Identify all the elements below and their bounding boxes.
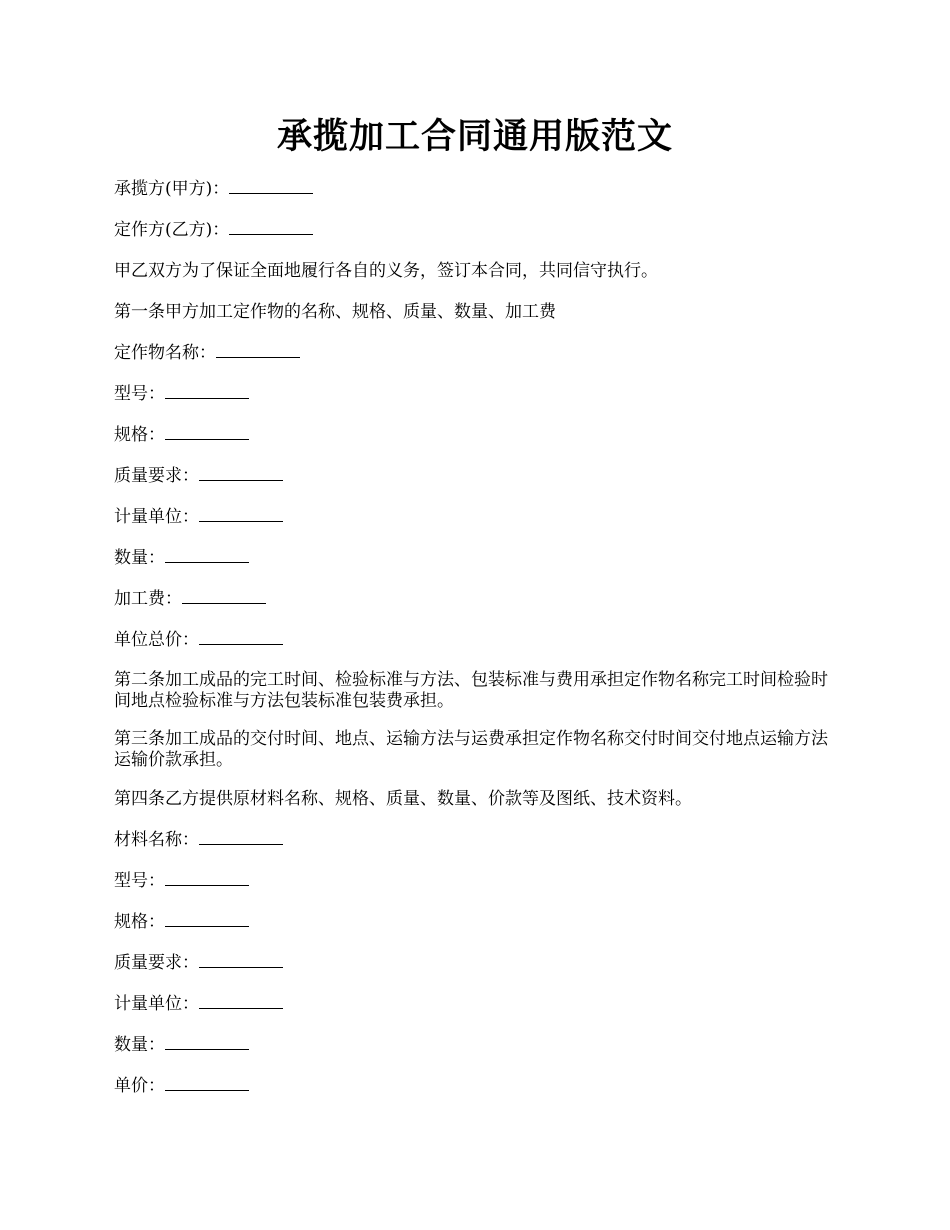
article-3-paragraph: 第三条加工成品的交付时间、地点、运输方法与运费承担定作物名称交付时间交付地点运输方法运输价款承担。 [114,729,828,770]
field-label: 规格： [114,912,165,932]
article-4-heading: 第四条乙方提供原材料名称、规格、质量、数量、价款等及图纸、技术资料。 [114,789,692,809]
field-blank [165,1035,249,1050]
field-blank [199,507,283,522]
field-line [114,911,842,934]
field-line [114,993,842,1016]
field-blank [165,1076,249,1091]
field-label: 规格： [114,425,165,445]
field-label: 定作物名称： [114,343,216,363]
field-line [114,952,842,975]
party-a-blank [229,179,313,194]
field-label: 型号： [114,871,165,891]
field-label: 加工费： [114,589,182,609]
field-blank [199,630,283,645]
field-line [114,465,842,488]
field-blank [165,871,249,886]
field-line [114,424,842,447]
field-blank [165,548,249,563]
field-blank [216,343,300,358]
field-label: 质量要求： [114,953,199,973]
field-line [114,342,842,365]
field-line [114,1034,842,1057]
party-a-label: 承揽方(甲方)： [114,179,230,199]
field-line [114,383,842,406]
field-blank [165,912,249,927]
field-blank [199,994,283,1009]
field-blank [199,466,283,481]
field-line [114,506,842,529]
party-a-line [114,178,842,201]
field-label: 质量要求： [114,466,199,486]
field-label: 数量： [114,1035,165,1055]
preamble-paragraph: 甲乙双方为了保证全面地履行各自的义务，签订本合同，共同信守执行。 [114,261,658,281]
field-line [114,870,842,893]
party-b-label: 定作方(乙方)： [114,220,230,240]
field-line [114,547,842,570]
article-1-heading: 第一条甲方加工定作物的名称、规格、质量、数量、加工费 [114,302,556,322]
field-line [114,629,842,652]
field-label: 计量单位： [114,994,199,1014]
field-label: 单价： [114,1076,165,1096]
field-blank [199,953,283,968]
party-b-blank [229,220,313,235]
field-blank [182,589,266,604]
field-label: 计量单位： [114,507,199,527]
document-title: 承揽加工合同通用版范文 [276,116,673,157]
field-line [114,1075,842,1098]
field-label: 材料名称： [114,830,199,850]
field-blank [199,830,283,845]
field-label: 单位总价： [114,630,199,650]
party-b-line [114,219,842,242]
field-label: 型号： [114,384,165,404]
field-blank [165,425,249,440]
field-line [114,588,842,611]
article-2-paragraph: 第二条加工成品的完工时间、检验标准与方法、包装标准与费用承担定作物名称完工时间检验时间地点检验标准与方法包装标准包装费承担。 [114,670,828,711]
field-blank [165,384,249,399]
document-body [114,178,842,1116]
field-line [114,829,842,852]
field-label: 数量： [114,548,165,568]
